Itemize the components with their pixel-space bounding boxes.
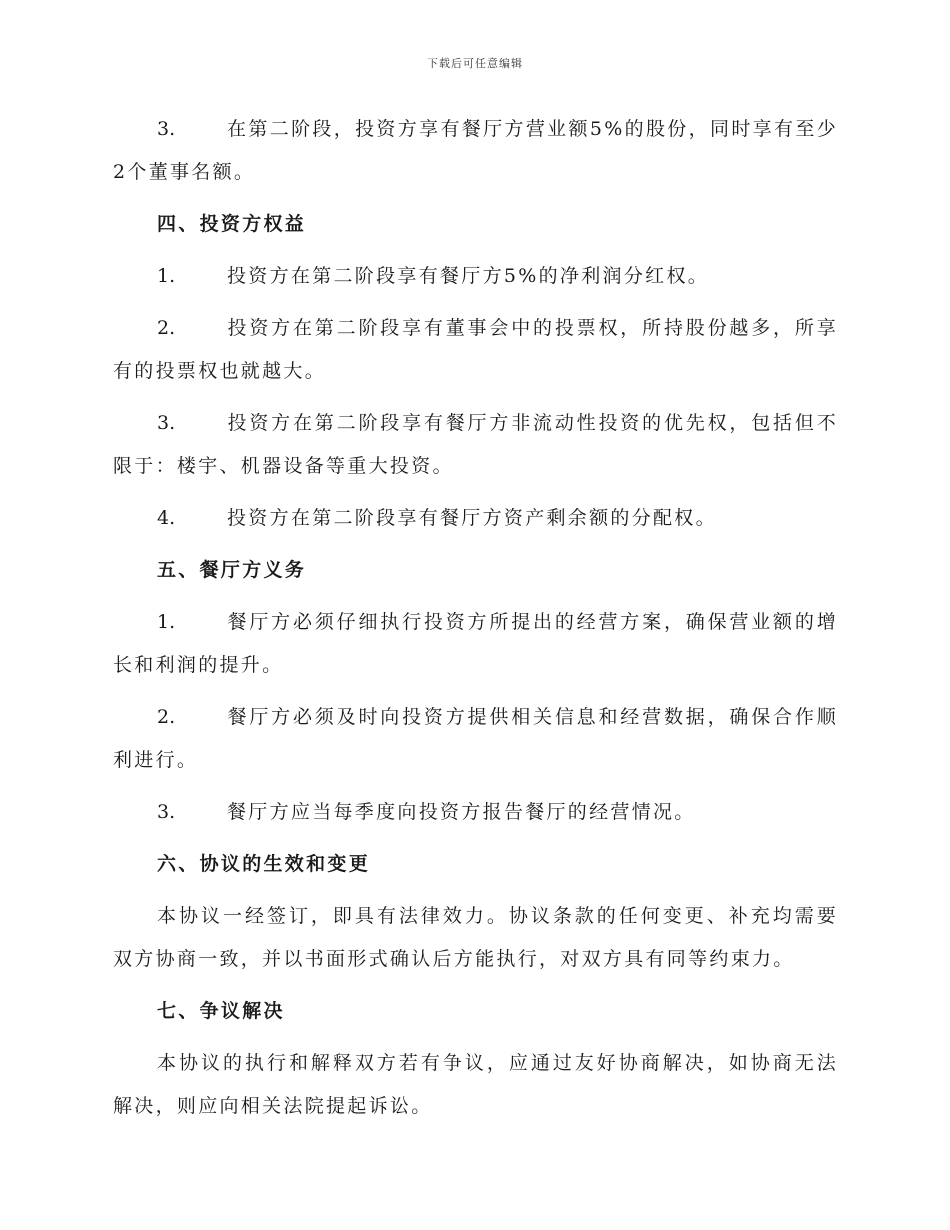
section-heading: 七、争议解决 xyxy=(157,1000,285,1022)
clause-number: 1. xyxy=(157,611,176,633)
clause-item xyxy=(113,696,838,782)
clause-number: 2. xyxy=(157,706,176,728)
clause-number: 1. xyxy=(157,265,176,287)
page-header: 下载后可任意编辑 xyxy=(427,57,523,70)
clause-text: 餐厅方应当每季度向投资方报告餐厅的经营情况。 xyxy=(227,801,696,823)
clause-item xyxy=(113,307,838,393)
clause-number: 3. xyxy=(157,412,176,434)
clause-number: 3. xyxy=(157,118,176,140)
clause-text: 餐厅方必须及时向投资方提供相关信息和经营数据，确保合作顺利进行。 xyxy=(113,706,838,771)
clause-text: 投资方在第二阶段享有餐厅方5%的净利润分红权。 xyxy=(227,265,710,287)
clause-text: 投资方在第二阶段享有董事会中的投票权，所持股份越多，所享有的投票权也就越大。 xyxy=(113,317,838,382)
section-heading: 五、餐厅方义务 xyxy=(157,559,307,581)
clause-item xyxy=(113,108,838,194)
clause-text: 投资方在第二阶段享有餐厅方资产剩余额的分配权。 xyxy=(227,507,717,529)
body-paragraph: 本协议一经签订，即具有法律效力。协议条款的任何变更、补充均需要双方协商一致，并以书面形式确认后方能执行，对双方具有同等约束力。 xyxy=(113,905,838,970)
clause-item xyxy=(113,497,838,540)
clause-text: 在第二阶段，投资方享有餐厅方营业额5%的股份，同时享有至少2个董事名额。 xyxy=(113,118,838,183)
clause-number: 3. xyxy=(157,801,176,823)
clause-number: 2. xyxy=(157,317,176,339)
clause-text: 餐厅方必须仔细执行投资方所提出的经营方案，确保营业额的增长和利润的提升。 xyxy=(113,611,838,676)
document-body xyxy=(113,108,838,1137)
clause-item xyxy=(113,791,838,834)
section-heading: 四、投资方权益 xyxy=(157,213,307,235)
clause-item xyxy=(113,601,838,687)
clause-item xyxy=(113,402,838,488)
section-heading: 六、协议的生效和变更 xyxy=(157,853,371,875)
clause-item xyxy=(113,255,838,298)
clause-number: 4. xyxy=(157,507,176,529)
body-paragraph: 本协议的执行和解释双方若有争议，应通过友好协商解决，如协商无法解决，则应向相关法院提起诉讼。 xyxy=(113,1052,838,1117)
clause-text: 投资方在第二阶段享有餐厅方非流动性投资的优先权，包括但不限于：楼宇、机器设备等重大投资。 xyxy=(113,412,838,477)
